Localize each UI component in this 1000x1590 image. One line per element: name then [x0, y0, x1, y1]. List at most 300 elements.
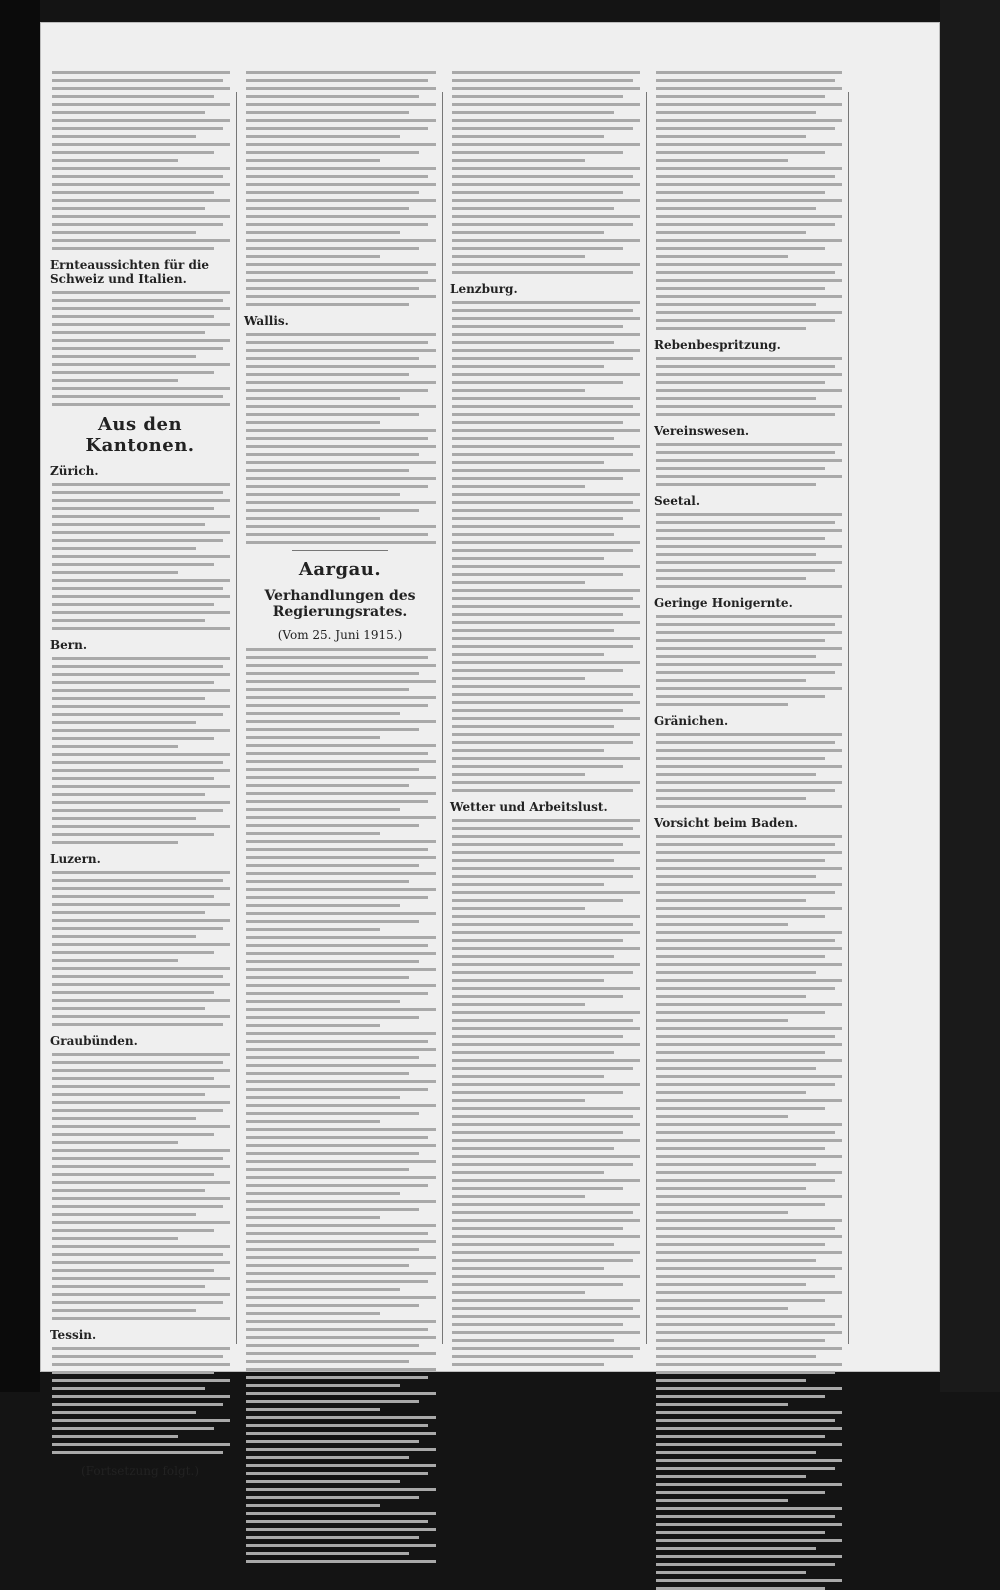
section-label: Wetter und Arbeitslust. — [450, 800, 608, 814]
text-line-placeholder — [656, 687, 842, 690]
text-line-placeholder — [246, 808, 400, 811]
text-line-placeholder — [246, 223, 428, 226]
text-line-placeholder — [452, 517, 623, 520]
text-line-placeholder — [52, 705, 230, 708]
text-line-placeholder — [246, 127, 428, 130]
text-line-placeholder — [52, 499, 230, 502]
text-line-placeholder — [656, 545, 842, 548]
text-line-placeholder — [452, 1267, 604, 1270]
text-line-placeholder — [452, 971, 633, 974]
text-line-placeholder — [52, 785, 230, 788]
text-line-placeholder — [452, 1283, 623, 1286]
text-line-placeholder — [246, 1424, 428, 1427]
text-line-placeholder — [52, 1435, 178, 1438]
text-line-placeholder — [246, 445, 436, 448]
text-line-placeholder — [52, 247, 214, 250]
text-line-placeholder — [656, 987, 835, 990]
text-line-placeholder — [246, 1360, 409, 1363]
text-line-placeholder — [452, 1171, 604, 1174]
text-line-placeholder — [246, 768, 419, 771]
text-line-placeholder — [452, 541, 640, 544]
text-line-placeholder — [246, 349, 436, 352]
text-line-placeholder — [656, 1043, 842, 1046]
text-line-placeholder — [452, 1299, 640, 1302]
text-line-placeholder — [656, 915, 825, 918]
text-line-placeholder — [452, 263, 640, 266]
text-line-placeholder — [52, 167, 230, 170]
text-line-placeholder — [656, 553, 816, 556]
text-line-placeholder — [656, 1171, 842, 1174]
text-line-placeholder — [656, 1035, 835, 1038]
text-line-placeholder — [52, 215, 230, 218]
text-line-placeholder — [52, 1213, 196, 1216]
text-line-placeholder — [452, 677, 585, 680]
text-line-placeholder — [246, 944, 428, 947]
text-line-placeholder — [52, 769, 230, 772]
text-line-placeholder — [52, 71, 230, 74]
text-line-placeholder — [656, 483, 816, 486]
text-line-placeholder — [656, 1291, 842, 1294]
text-line-placeholder — [656, 1419, 835, 1422]
text-line-placeholder — [246, 1272, 436, 1275]
text-line-placeholder — [246, 389, 428, 392]
text-line-placeholder — [656, 843, 835, 846]
text-line-placeholder — [246, 904, 400, 907]
text-line-placeholder — [452, 1163, 633, 1166]
text-line-placeholder — [52, 95, 214, 98]
text-line-placeholder — [452, 405, 633, 408]
text-line-placeholder — [52, 291, 230, 294]
text-line-placeholder — [246, 1200, 436, 1203]
text-line-placeholder — [452, 167, 640, 170]
text-line-placeholder — [52, 673, 230, 676]
text-line-placeholder — [656, 883, 842, 886]
text-line-placeholder — [52, 871, 230, 874]
text-line-placeholder — [452, 589, 640, 592]
text-line-placeholder — [52, 355, 196, 358]
text-line-placeholder — [656, 979, 842, 982]
text-line-placeholder — [246, 413, 419, 416]
text-line-placeholder — [246, 840, 436, 843]
text-line-placeholder — [246, 1376, 428, 1379]
text-line-placeholder — [656, 135, 806, 138]
text-line-placeholder — [52, 809, 223, 812]
text-line-placeholder — [452, 349, 640, 352]
text-line-placeholder — [656, 867, 842, 870]
text-line-placeholder — [246, 405, 436, 408]
section-label: Rebenbespritzung. — [654, 338, 781, 352]
text-line-placeholder — [656, 239, 842, 242]
text-line-placeholder — [656, 95, 825, 98]
text-line-placeholder — [246, 1120, 380, 1123]
text-line-placeholder — [452, 1083, 640, 1086]
text-line-placeholder — [246, 1400, 419, 1403]
text-line-placeholder — [656, 1499, 788, 1502]
text-line-placeholder — [246, 672, 419, 675]
text-line-placeholder — [452, 119, 640, 122]
section-label: Zürich. — [50, 464, 99, 478]
text-line-placeholder — [656, 1539, 842, 1542]
text-line-placeholder — [656, 183, 842, 186]
text-line-placeholder — [246, 525, 436, 528]
text-line-placeholder — [452, 931, 640, 934]
text-line-placeholder — [246, 1392, 436, 1395]
text-line-placeholder — [246, 1064, 436, 1067]
text-line-placeholder — [246, 1176, 436, 1179]
text-line-placeholder — [52, 777, 214, 780]
text-line-placeholder — [452, 397, 640, 400]
text-line-placeholder — [452, 95, 623, 98]
text-line-placeholder — [52, 507, 214, 510]
text-line-placeholder — [452, 247, 623, 250]
text-line-placeholder — [246, 1544, 436, 1547]
text-line-placeholder — [452, 191, 623, 194]
text-line-placeholder — [246, 1312, 380, 1315]
text-line-placeholder — [52, 587, 223, 590]
text-line-placeholder — [52, 1181, 230, 1184]
text-line-placeholder — [452, 71, 640, 74]
text-line-placeholder — [452, 461, 604, 464]
text-line-placeholder — [246, 135, 400, 138]
text-line-placeholder — [452, 469, 640, 472]
text-line-placeholder — [52, 817, 196, 820]
text-line-placeholder — [52, 515, 230, 518]
text-line-placeholder — [452, 143, 640, 146]
text-line-placeholder — [52, 1451, 223, 1454]
text-line-placeholder — [452, 453, 633, 456]
text-line-placeholder — [52, 879, 223, 882]
text-line-placeholder — [246, 848, 428, 851]
text-line-placeholder — [246, 1296, 436, 1299]
text-line-placeholder — [246, 704, 428, 707]
column-rule — [646, 92, 647, 1344]
text-line-placeholder — [656, 459, 842, 462]
text-line-placeholder — [246, 231, 400, 234]
text-line-placeholder — [452, 757, 640, 760]
text-line-placeholder — [656, 373, 842, 376]
text-line-placeholder — [656, 1427, 842, 1430]
text-line-placeholder — [656, 365, 835, 368]
text-line-placeholder — [452, 621, 640, 624]
text-line-placeholder — [52, 119, 230, 122]
text-line-placeholder — [246, 1536, 419, 1539]
text-line-placeholder — [452, 1347, 640, 1350]
text-line-placeholder — [452, 1195, 585, 1198]
text-line-placeholder — [52, 175, 223, 178]
text-line-placeholder — [656, 143, 842, 146]
text-line-placeholder — [246, 824, 419, 827]
text-line-placeholder — [52, 371, 214, 374]
text-line-placeholder — [246, 1504, 380, 1507]
text-line-placeholder — [452, 389, 585, 392]
text-line-placeholder — [656, 931, 842, 934]
text-line-placeholder — [452, 317, 640, 320]
text-line-placeholder — [656, 71, 842, 74]
text-line-placeholder — [52, 689, 230, 692]
text-line-placeholder — [656, 1571, 806, 1574]
text-line-placeholder — [246, 509, 419, 512]
text-line-placeholder — [656, 1331, 842, 1334]
column-rule — [442, 92, 443, 1344]
text-line-placeholder — [246, 880, 409, 883]
text-line-placeholder — [452, 701, 640, 704]
text-line-placeholder — [452, 1131, 623, 1134]
text-line-placeholder — [656, 263, 842, 266]
text-line-placeholder — [52, 959, 178, 962]
text-line-placeholder — [52, 991, 214, 994]
text-line-placeholder — [656, 119, 842, 122]
text-line-placeholder — [52, 1149, 230, 1152]
text-line-placeholder — [452, 653, 604, 656]
text-line-placeholder — [656, 1011, 825, 1014]
text-line-placeholder — [656, 87, 842, 90]
text-line-placeholder — [246, 1048, 436, 1051]
text-line-placeholder — [246, 712, 400, 715]
text-line-placeholder — [246, 760, 436, 763]
text-line-placeholder — [452, 223, 633, 226]
text-line-placeholder — [246, 1008, 436, 1011]
text-line-placeholder — [52, 159, 178, 162]
text-line-placeholder — [452, 1291, 585, 1294]
text-line-placeholder — [52, 665, 223, 668]
text-line-placeholder — [246, 1184, 428, 1187]
text-line-placeholder — [656, 1203, 825, 1206]
text-line-placeholder — [656, 1155, 842, 1158]
text-line-placeholder — [656, 995, 806, 998]
text-line-placeholder — [246, 1416, 436, 1419]
text-line-placeholder — [246, 1152, 419, 1155]
text-line-placeholder — [452, 1011, 640, 1014]
text-line-placeholder — [452, 939, 623, 942]
text-line-placeholder — [452, 597, 633, 600]
text-line-placeholder — [656, 529, 842, 532]
subheading-verhandlungen: Verhandlungen des Regierungsrates. — [264, 588, 416, 620]
text-line-placeholder — [246, 453, 419, 456]
text-line-placeholder — [246, 800, 428, 803]
text-line-placeholder — [656, 1451, 816, 1454]
text-line-placeholder — [246, 1104, 436, 1107]
text-line-placeholder — [52, 657, 230, 660]
text-line-placeholder — [452, 1211, 633, 1214]
text-line-placeholder — [452, 477, 623, 480]
text-line-placeholder — [656, 1435, 825, 1438]
text-line-placeholder — [452, 733, 640, 736]
text-line-placeholder — [452, 1235, 640, 1238]
text-line-placeholder — [246, 183, 436, 186]
text-line-placeholder — [452, 1363, 604, 1366]
text-line-placeholder — [656, 295, 842, 298]
text-line-placeholder — [452, 255, 585, 258]
text-line-placeholder — [246, 341, 428, 344]
text-line-placeholder — [246, 397, 400, 400]
text-line-placeholder — [452, 365, 604, 368]
section-label: Luzern. — [50, 852, 101, 866]
text-line-placeholder — [52, 611, 230, 614]
text-line-placeholder — [656, 835, 842, 838]
text-line-placeholder — [246, 1432, 436, 1435]
text-line-placeholder — [656, 1219, 842, 1222]
scan-left-edge — [0, 0, 40, 1392]
text-line-placeholder — [452, 1355, 633, 1358]
text-line-placeholder — [246, 151, 419, 154]
text-line-placeholder — [452, 923, 633, 926]
text-line-placeholder — [246, 1000, 400, 1003]
text-line-placeholder — [656, 561, 842, 564]
text-line-placeholder — [656, 679, 806, 682]
text-line-placeholder — [52, 619, 205, 622]
text-line-placeholder — [246, 720, 436, 723]
text-line-placeholder — [52, 1355, 223, 1358]
text-line-placeholder — [656, 733, 842, 736]
text-line-placeholder — [52, 1395, 230, 1398]
text-line-placeholder — [52, 919, 230, 922]
text-line-placeholder — [246, 1440, 419, 1443]
text-line-placeholder — [52, 595, 230, 598]
text-line-placeholder — [656, 467, 825, 470]
column-3 — [450, 66, 640, 1344]
text-line-placeholder — [452, 741, 633, 744]
text-line-placeholder — [452, 207, 614, 210]
text-line-placeholder — [656, 1075, 842, 1078]
text-line-placeholder — [246, 1496, 419, 1499]
text-line-placeholder — [656, 1347, 842, 1350]
text-line-placeholder — [656, 1531, 825, 1534]
text-line-placeholder — [52, 833, 214, 836]
text-line-placeholder — [246, 263, 436, 266]
text-line-placeholder — [246, 1112, 419, 1115]
text-line-placeholder — [246, 784, 409, 787]
text-line-placeholder — [452, 1339, 614, 1342]
text-line-placeholder — [246, 752, 428, 755]
text-line-placeholder — [246, 365, 436, 368]
text-line-placeholder — [52, 1133, 214, 1136]
text-line-placeholder — [52, 943, 230, 946]
text-line-placeholder — [246, 1072, 409, 1075]
text-line-placeholder — [52, 895, 214, 898]
text-line-placeholder — [452, 127, 633, 130]
text-line-placeholder — [52, 1427, 214, 1430]
text-line-placeholder — [656, 1411, 842, 1414]
text-line-placeholder — [656, 1363, 842, 1366]
text-line-placeholder — [246, 71, 436, 74]
text-line-placeholder — [656, 749, 842, 752]
text-line-placeholder — [452, 709, 623, 712]
text-line-placeholder — [52, 1443, 230, 1446]
text-line-placeholder — [52, 713, 223, 716]
text-line-placeholder — [656, 1275, 835, 1278]
text-line-placeholder — [246, 1040, 428, 1043]
text-line-placeholder — [452, 645, 633, 648]
text-line-placeholder — [52, 1015, 230, 1018]
text-line-placeholder — [452, 765, 623, 768]
text-line-placeholder — [452, 717, 640, 720]
text-line-placeholder — [246, 832, 380, 835]
text-line-placeholder — [52, 1109, 223, 1112]
text-line-placeholder — [52, 1061, 223, 1064]
section-label: Gränichen. — [654, 714, 729, 728]
text-line-placeholder — [452, 357, 633, 360]
text-line-placeholder — [656, 1099, 842, 1102]
text-line-placeholder — [246, 1560, 436, 1563]
text-line-placeholder — [52, 1411, 196, 1414]
text-line-placeholder — [52, 1379, 230, 1382]
text-line-placeholder — [656, 1051, 825, 1054]
text-line-placeholder — [656, 577, 806, 580]
text-line-placeholder — [246, 1336, 436, 1339]
text-line-placeholder — [246, 816, 436, 819]
text-line-placeholder — [452, 1067, 633, 1070]
text-line-placeholder — [656, 513, 842, 516]
text-line-placeholder — [656, 79, 835, 82]
text-line-placeholder — [452, 1003, 585, 1006]
text-line-placeholder — [246, 1288, 400, 1291]
text-line-placeholder — [246, 239, 436, 242]
text-line-placeholder — [246, 1528, 436, 1531]
text-line-placeholder — [656, 615, 842, 618]
text-line-placeholder — [246, 1096, 400, 1099]
text-line-placeholder — [246, 255, 380, 258]
text-line-placeholder — [52, 1141, 178, 1144]
text-line-placeholder — [656, 789, 835, 792]
text-line-placeholder — [246, 381, 436, 384]
newspaper-page — [40, 22, 940, 1478]
text-line-placeholder — [452, 135, 604, 138]
text-line-placeholder — [52, 143, 230, 146]
text-line-placeholder — [656, 1259, 816, 1262]
text-line-placeholder — [452, 341, 614, 344]
text-line-placeholder — [656, 899, 806, 902]
text-line-placeholder — [656, 1403, 788, 1406]
text-line-placeholder — [452, 899, 623, 902]
text-line-placeholder — [452, 867, 640, 870]
text-line-placeholder — [52, 1309, 196, 1312]
text-line-placeholder — [246, 736, 380, 739]
text-line-placeholder — [246, 696, 436, 699]
text-line-placeholder — [246, 295, 436, 298]
text-line-placeholder — [452, 749, 604, 752]
text-line-placeholder — [656, 1339, 825, 1342]
text-line-placeholder — [52, 1165, 230, 1168]
text-line-placeholder — [246, 1552, 409, 1555]
text-line-placeholder — [246, 1328, 428, 1331]
text-line-placeholder — [52, 1285, 205, 1288]
text-line-placeholder — [656, 1115, 788, 1118]
text-line-placeholder — [656, 1243, 825, 1246]
text-line-placeholder — [452, 271, 633, 274]
text-line-placeholder — [246, 984, 436, 987]
text-line-placeholder — [452, 725, 614, 728]
text-line-placeholder — [656, 521, 835, 524]
text-line-placeholder — [656, 1019, 788, 1022]
text-line-placeholder — [656, 1507, 842, 1510]
text-line-placeholder — [656, 647, 842, 650]
text-line-placeholder — [52, 571, 178, 574]
text-line-placeholder — [656, 1179, 835, 1182]
text-line-placeholder — [452, 789, 633, 792]
text-line-placeholder — [246, 437, 428, 440]
text-line-placeholder — [52, 579, 230, 582]
text-line-placeholder — [452, 979, 604, 982]
text-line-placeholder — [656, 1059, 842, 1062]
text-line-placeholder — [656, 963, 842, 966]
text-line-placeholder — [52, 603, 214, 606]
text-line-placeholder — [246, 688, 409, 691]
text-line-placeholder — [52, 1253, 223, 1256]
text-line-placeholder — [52, 627, 230, 630]
text-line-placeholder — [246, 1304, 419, 1307]
text-line-placeholder — [452, 231, 604, 234]
text-line-placeholder — [656, 1131, 835, 1134]
